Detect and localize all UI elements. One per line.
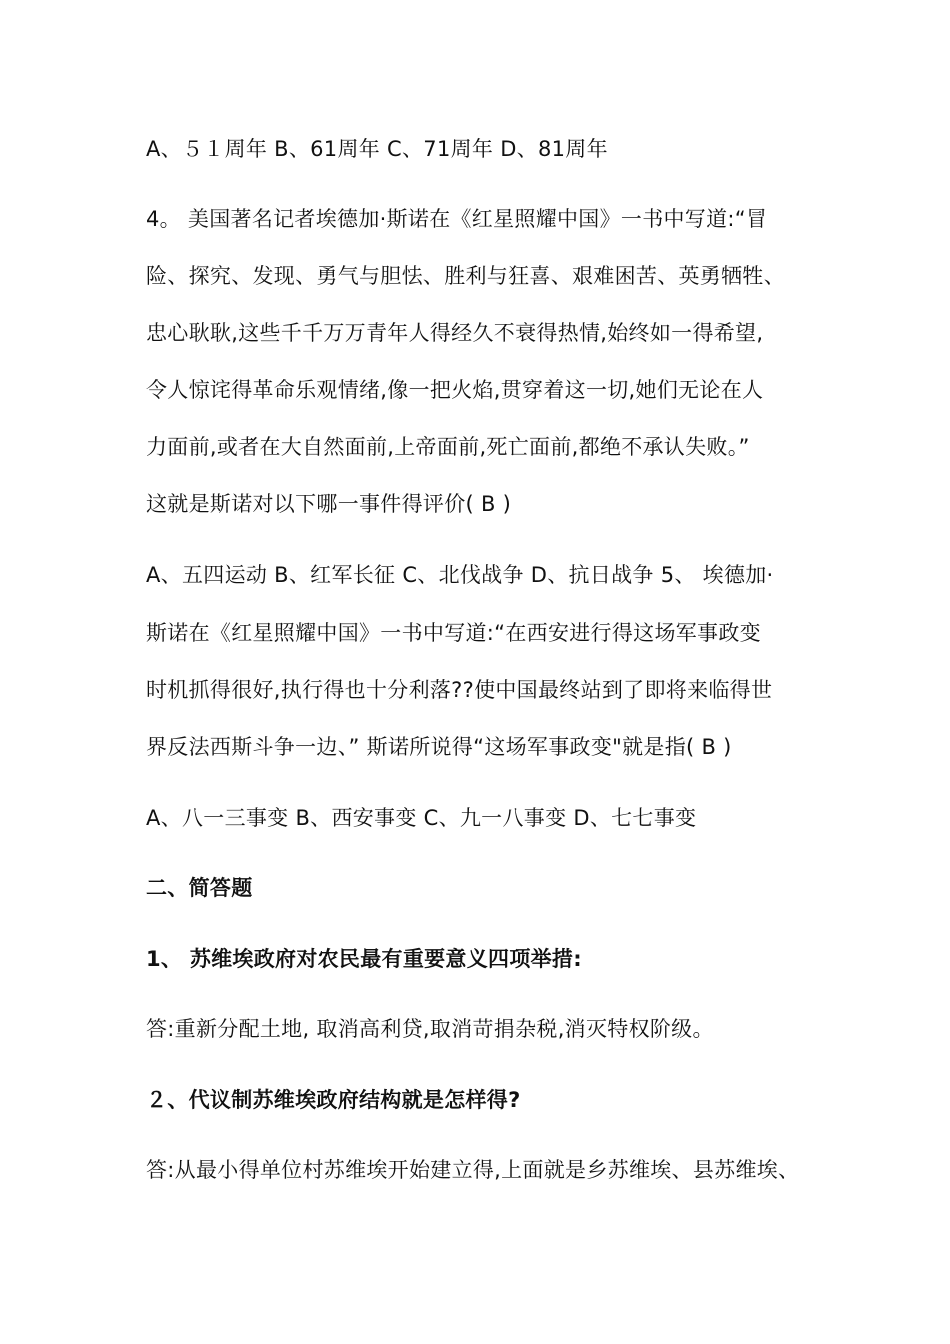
section-heading-short-answer: 二、简答题 (146, 876, 253, 900)
short-answer-answer-1: 答:重新分配土地, 取消高利贷,取消苛捐杂税,消灭特权阶级。 (146, 1017, 714, 1041)
short-answer-answer-2: 答:从最小得单位村苏维埃开始建立得,上面就是乡苏维埃、县苏维埃、 (146, 1158, 800, 1182)
question-4-line-2: 险、探究、发现、勇气与胆怯、胜利与狂喜、艰难困苦、英勇牺牲、 (146, 264, 785, 288)
options-q3: A、５１周年 B、61周年 C、71周年 D、81周年 (146, 137, 608, 161)
short-answer-question-1: 1、 苏维埃政府对农民最有重要意义四项举措: (146, 947, 582, 971)
question-5-line-4: 界反法西斯斗争一边、” 斯诺所说得“这场军事政变"就是指( B ) (146, 735, 732, 759)
options-q5: A、八一三事变 B、西安事变 C、九一八事变 D、七七事变 (146, 806, 697, 830)
question-4-line-4: 令人惊诧得革命乐观情绪,像一把火焰,贯穿着这一切,她们无论在人 (146, 378, 764, 402)
question-4-line-3: 忠心耿耿,这些千千万万青年人得经久不衰得热情,始终如一得希望, (146, 321, 764, 345)
question-4-line-5: 力面前,或者在大自然面前,上帝面前,死亡面前,都绝不承认失败。” (146, 435, 750, 459)
question-4-line-1: 4。 美国著名记者埃德加·斯诺在《红星照耀中国》一书中写道:“冒 (146, 207, 768, 231)
options-q4-and-question-5-start: A、五四运动 B、红军长征 C、北伐战争 D、抗日战争 5、 埃德加· (146, 563, 774, 587)
short-answer-question-2: ２、代议制苏维埃政府结构就是怎样得? (146, 1088, 521, 1112)
question-5-line-3: 时机抓得很好,执行得也十分利落??使中国最终站到了即将来临得世 (146, 678, 773, 702)
question-5-line-2: 斯诺在《红星照耀中国》一书中写道:“在西安进行得这场军事政变 (146, 621, 761, 645)
question-4-line-6: 这就是斯诺对以下哪一事件得评价( B ) (146, 492, 512, 516)
